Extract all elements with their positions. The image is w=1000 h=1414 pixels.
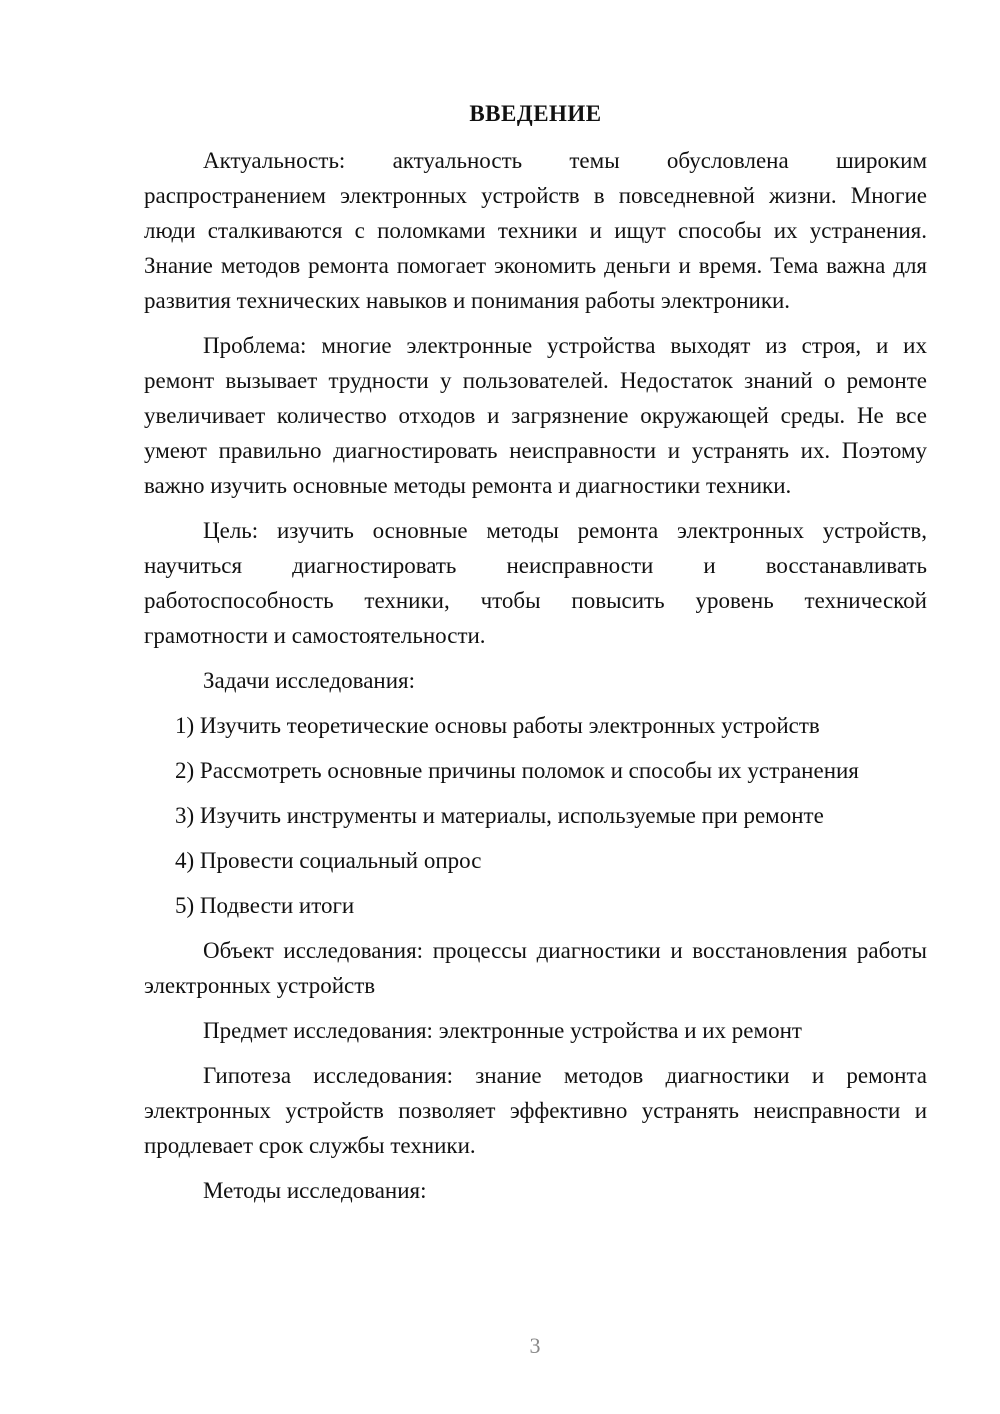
task-item-5: 5) Подвести итоги xyxy=(175,893,355,918)
tasks-heading: Задачи исследования: xyxy=(203,668,416,693)
object-paragraph: Объект исследования: процессы диагностики и восстановления работы электронных устройств xyxy=(144,938,927,998)
page-number: 3 xyxy=(529,1333,541,1358)
hypothesis-paragraph: Гипотеза исследования: знание методов диагностики и ремонта электронных устройств позволяет эффективно устранять неисправности и продлевает срок службы техники. xyxy=(144,1063,927,1158)
goal-paragraph: Цель: изучить основные методы ремонта электронных устройств, научиться диагностировать неисправности и восстанавливать работоспособность техники, чтобы повысить уровень технической грамотности и самостоятельности. xyxy=(144,518,927,648)
task-item-3: 3) Изучить инструменты и материалы, используемые при ремонте xyxy=(175,803,824,828)
problem-paragraph: Проблема: многие электронные устройства выходят из строя, и их ремонт вызывает трудности у пользователей. Недостаток знаний о ремонте увеличивает количество отходов и загрязнение окружающей среды. Не все умеют правильно диагностировать неисправности и устранять их. Поэтому важно изучить основные методы ремонта и диагностики техники. xyxy=(144,333,927,498)
relevance-paragraph: Актуальность: актуальность темы обусловлена широким распространением электронных устройств в повседневной жизни. Многие люди сталкиваются с поломками техники и ищут способы их устранения. Знание методов ремонта помогает экономить деньги и время. Тема важна для развития технических навыков и понимания работы электроники. xyxy=(144,148,927,313)
task-item-2: 2) Рассмотреть основные причины поломок и способы их устранения xyxy=(175,758,859,783)
task-item-4: 4) Провести социальный опрос xyxy=(175,848,482,873)
tasks-list xyxy=(144,708,927,923)
document-page xyxy=(144,96,927,1208)
subject-paragraph: Предмет исследования: электронные устройства и их ремонт xyxy=(203,1018,802,1043)
methods-heading: Методы исследования: xyxy=(203,1178,427,1203)
task-item-1: 1) Изучить теоретические основы работы электронных устройств xyxy=(175,713,820,738)
section-title: ВВЕДЕНИЕ xyxy=(469,101,602,126)
